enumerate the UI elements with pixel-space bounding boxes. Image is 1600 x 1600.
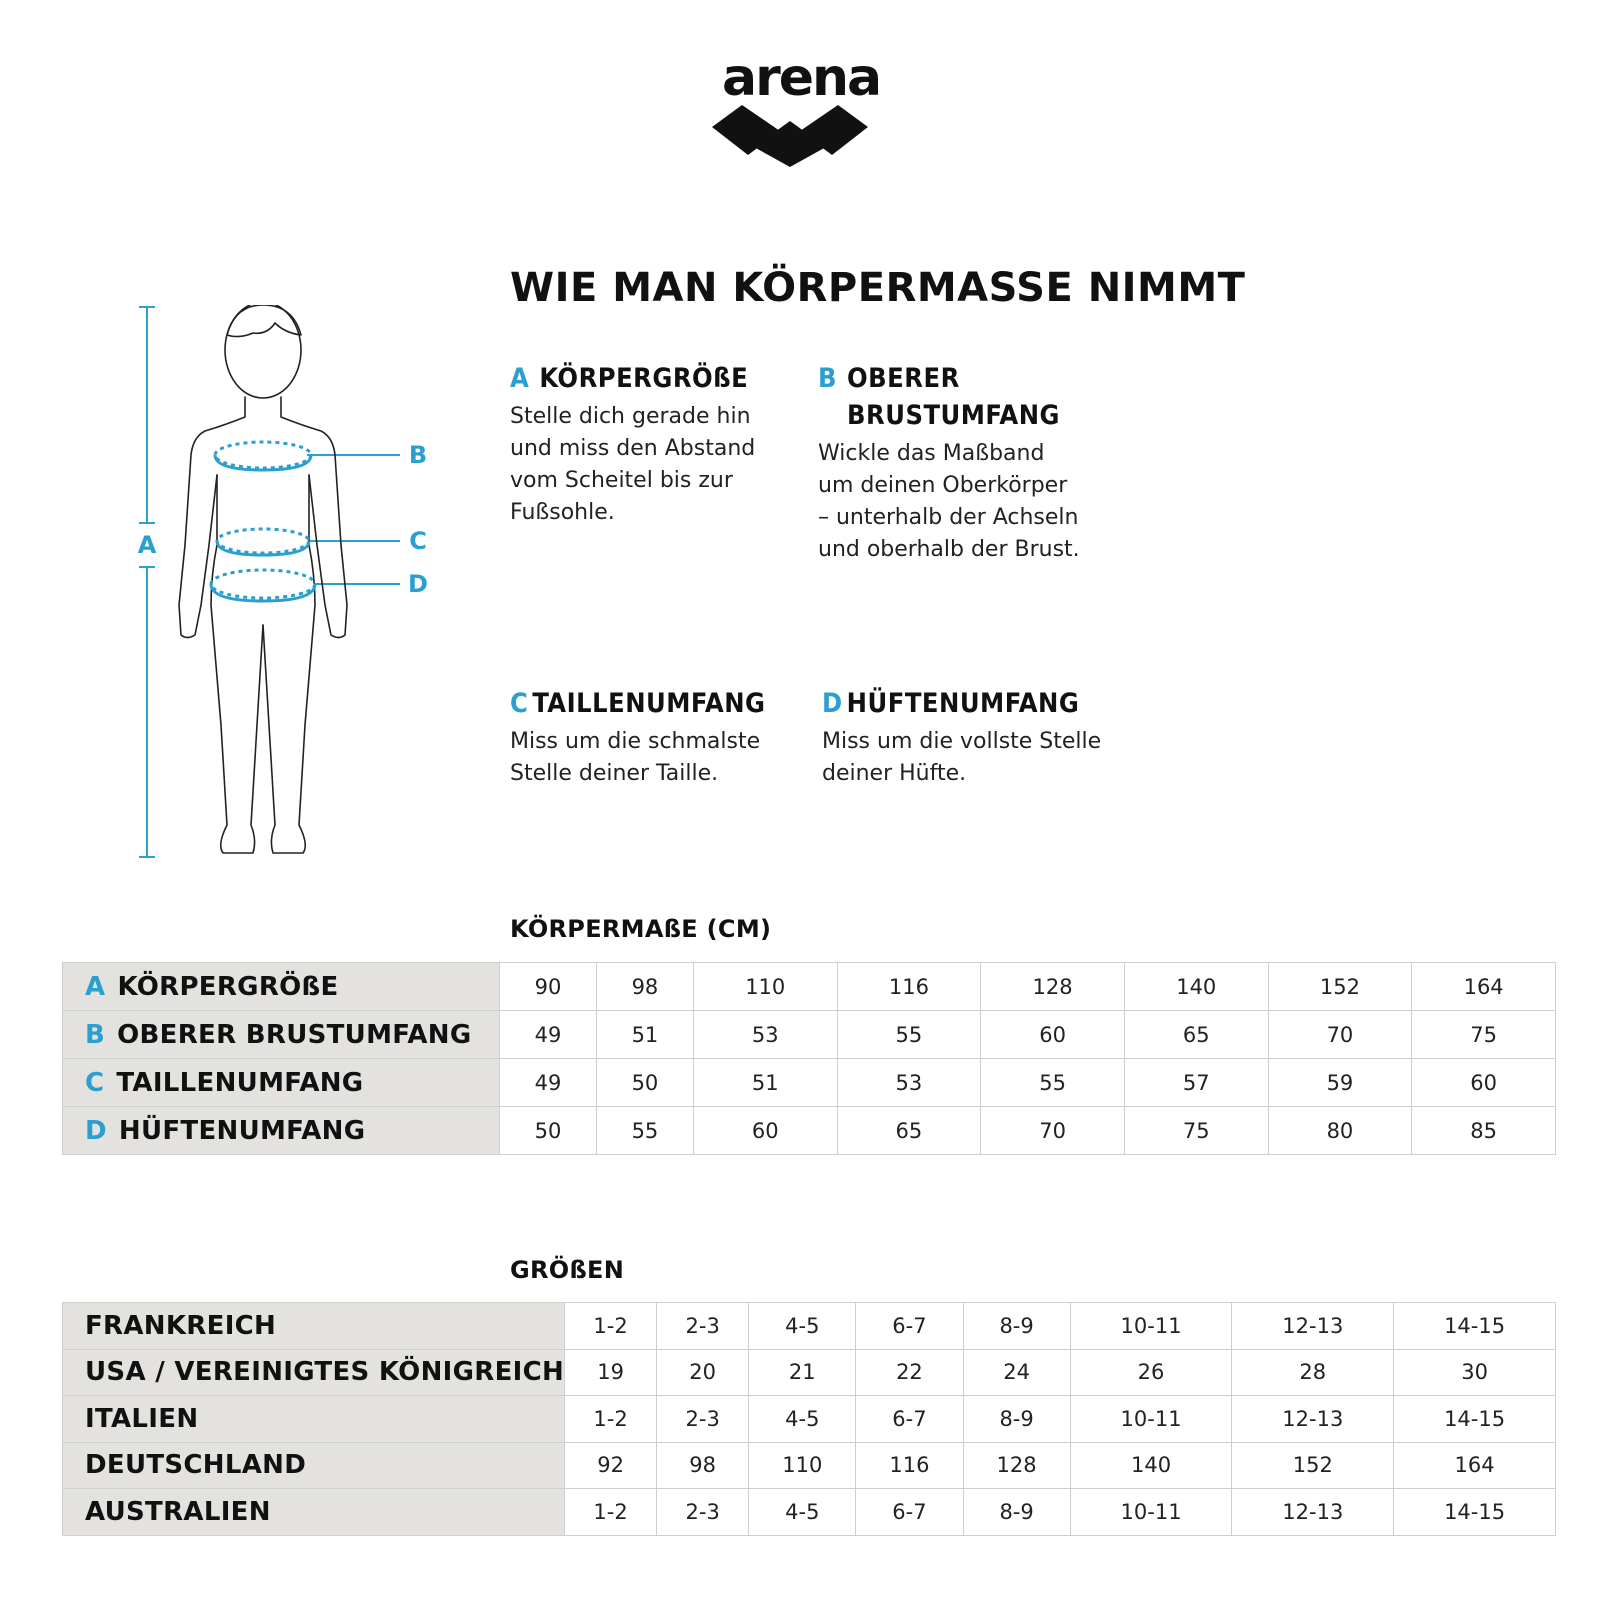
table-cell: 65 bbox=[837, 1107, 981, 1155]
row-label-text: DEUTSCHLAND bbox=[85, 1450, 307, 1481]
section-b-heading: OBERER BRUSTUMFANG bbox=[847, 363, 1060, 431]
table-cell: 98 bbox=[657, 1442, 749, 1489]
table-row bbox=[63, 1059, 1556, 1107]
section-d-heading: HÜFTENUMFANG bbox=[846, 688, 1080, 719]
table-row bbox=[63, 1011, 1556, 1059]
table-row bbox=[63, 963, 1556, 1011]
table-cell: 140 bbox=[1124, 963, 1268, 1011]
row-label-text: FRANKREICH bbox=[85, 1310, 277, 1341]
table-cell: 8-9 bbox=[963, 1303, 1070, 1350]
table-cell: 28 bbox=[1232, 1349, 1394, 1396]
table-cell: 22 bbox=[856, 1349, 963, 1396]
table-cell: 49 bbox=[500, 1059, 597, 1107]
table-cell: 12-13 bbox=[1232, 1303, 1394, 1350]
row-letter: D bbox=[85, 1115, 107, 1146]
row-label bbox=[63, 963, 500, 1011]
table-cell: 8-9 bbox=[963, 1396, 1070, 1443]
section-a-letter: A bbox=[510, 363, 530, 394]
section-a bbox=[510, 360, 780, 529]
row-label bbox=[63, 1011, 500, 1059]
table-cell: 4-5 bbox=[749, 1489, 856, 1536]
section-b-letter: B bbox=[818, 363, 838, 394]
figure-label-d: D bbox=[408, 570, 428, 598]
table-cell: 14-15 bbox=[1394, 1489, 1556, 1536]
section-c-text: Miss um die schmalste Stelle deiner Taille. bbox=[510, 729, 761, 786]
table-cell: 14-15 bbox=[1394, 1303, 1556, 1350]
row-label-text: TAILLENUMFANG bbox=[116, 1067, 364, 1098]
table-cell: 53 bbox=[693, 1011, 837, 1059]
table-cell: 50 bbox=[596, 1059, 693, 1107]
table-cell: 110 bbox=[693, 963, 837, 1011]
section-b bbox=[818, 360, 1138, 566]
table-cell: 152 bbox=[1232, 1442, 1394, 1489]
figure-label-c: C bbox=[409, 527, 427, 555]
table-cell: 10-11 bbox=[1070, 1489, 1232, 1536]
table-cell: 55 bbox=[596, 1107, 693, 1155]
table-cell: 55 bbox=[981, 1059, 1125, 1107]
body-measurements-table bbox=[62, 962, 1556, 1155]
table-row bbox=[63, 1489, 1556, 1536]
table-cell: 12-13 bbox=[1232, 1489, 1394, 1536]
table-cell: 60 bbox=[693, 1107, 837, 1155]
table-cell: 65 bbox=[1124, 1011, 1268, 1059]
row-label-text: AUSTRALIEN bbox=[85, 1496, 271, 1527]
table-cell: 10-11 bbox=[1070, 1303, 1232, 1350]
page-title: WIE MAN KÖRPERMASSE NIMMT bbox=[510, 265, 1246, 311]
table-cell: 6-7 bbox=[856, 1303, 963, 1350]
row-label bbox=[63, 1442, 565, 1489]
table-cell: 152 bbox=[1268, 963, 1412, 1011]
table-cell: 1-2 bbox=[565, 1303, 657, 1350]
table-cell: 10-11 bbox=[1070, 1396, 1232, 1443]
row-letter: B bbox=[85, 1019, 106, 1050]
table-cell: 8-9 bbox=[963, 1489, 1070, 1536]
table-row bbox=[63, 1349, 1556, 1396]
row-label-text: ITALIEN bbox=[85, 1403, 199, 1434]
table-cell: 50 bbox=[500, 1107, 597, 1155]
table-cell: 110 bbox=[749, 1442, 856, 1489]
table-cell: 128 bbox=[981, 963, 1125, 1011]
table-row bbox=[63, 1442, 1556, 1489]
table-row bbox=[63, 1303, 1556, 1350]
table-row bbox=[63, 1396, 1556, 1443]
row-label-text: KÖRPERGRÖßE bbox=[117, 971, 339, 1002]
body-table-caption: KÖRPERMAßE (CM) bbox=[510, 915, 772, 943]
table-cell: 49 bbox=[500, 1011, 597, 1059]
row-label bbox=[63, 1489, 565, 1536]
row-label-text: HÜFTENUMFANG bbox=[118, 1115, 366, 1146]
table-row bbox=[63, 1107, 1556, 1155]
section-d-letter: D bbox=[822, 688, 843, 719]
figure-label-b: B bbox=[408, 441, 428, 469]
table-cell: 164 bbox=[1394, 1442, 1556, 1489]
table-cell: 75 bbox=[1124, 1107, 1268, 1155]
table-cell: 59 bbox=[1268, 1059, 1412, 1107]
row-label bbox=[63, 1303, 565, 1350]
section-c-letter: C bbox=[510, 688, 529, 719]
table-cell: 2-3 bbox=[657, 1489, 749, 1536]
table-cell: 90 bbox=[500, 963, 597, 1011]
row-label bbox=[63, 1349, 565, 1396]
section-c-heading: TAILLENUMFANG bbox=[532, 688, 766, 719]
row-label-text: OBERER BRUSTUMFANG bbox=[117, 1019, 472, 1050]
table-cell: 164 bbox=[1412, 963, 1556, 1011]
table-cell: 19 bbox=[565, 1349, 657, 1396]
table-cell: 116 bbox=[856, 1442, 963, 1489]
table-cell: 2-3 bbox=[657, 1303, 749, 1350]
table-cell: 20 bbox=[657, 1349, 749, 1396]
row-label bbox=[63, 1107, 500, 1155]
child-measurement-figure bbox=[135, 305, 455, 885]
table-cell: 116 bbox=[837, 963, 981, 1011]
table-cell: 2-3 bbox=[657, 1396, 749, 1443]
table-cell: 6-7 bbox=[856, 1396, 963, 1443]
row-letter: A bbox=[85, 971, 106, 1002]
table-cell: 55 bbox=[837, 1011, 981, 1059]
table-cell: 60 bbox=[981, 1011, 1125, 1059]
table-cell: 4-5 bbox=[749, 1303, 856, 1350]
section-a-text: Stelle dich gerade hin und miss den Abstand vom Scheitel bis zur Fußsohle. bbox=[510, 404, 756, 525]
table-cell: 75 bbox=[1412, 1011, 1556, 1059]
table-cell: 98 bbox=[596, 963, 693, 1011]
row-label bbox=[63, 1396, 565, 1443]
table-cell: 24 bbox=[963, 1349, 1070, 1396]
table-cell: 80 bbox=[1268, 1107, 1412, 1155]
table-cell: 21 bbox=[749, 1349, 856, 1396]
section-c bbox=[510, 685, 800, 790]
table-cell: 1-2 bbox=[565, 1489, 657, 1536]
table-cell: 85 bbox=[1412, 1107, 1556, 1155]
row-label bbox=[63, 1059, 500, 1107]
table-cell: 57 bbox=[1124, 1059, 1268, 1107]
section-d bbox=[822, 685, 1142, 790]
table-cell: 128 bbox=[963, 1442, 1070, 1489]
table-cell: 70 bbox=[1268, 1011, 1412, 1059]
table-cell: 26 bbox=[1070, 1349, 1232, 1396]
table-cell: 1-2 bbox=[565, 1396, 657, 1443]
table-cell: 4-5 bbox=[749, 1396, 856, 1443]
arena-logo-wordmark: arena bbox=[722, 48, 881, 108]
table-cell: 60 bbox=[1412, 1059, 1556, 1107]
arena-diamond-logo-icon bbox=[710, 55, 870, 170]
table-cell: 53 bbox=[837, 1059, 981, 1107]
table-cell: 14-15 bbox=[1394, 1396, 1556, 1443]
size-conversion-table bbox=[62, 1302, 1556, 1536]
table-cell: 6-7 bbox=[856, 1489, 963, 1536]
section-a-heading: KÖRPERGRÖßE bbox=[539, 363, 749, 394]
table-cell: 51 bbox=[693, 1059, 837, 1107]
table-cell: 70 bbox=[981, 1107, 1125, 1155]
table-cell: 12-13 bbox=[1232, 1396, 1394, 1443]
row-label-text: USA / VEREINIGTES KÖNIGREICH bbox=[85, 1357, 565, 1388]
section-d-text: Miss um die vollste Stelle deiner Hüfte. bbox=[822, 729, 1102, 786]
table-cell: 140 bbox=[1070, 1442, 1232, 1489]
table-cell: 30 bbox=[1394, 1349, 1556, 1396]
table-cell: 92 bbox=[565, 1442, 657, 1489]
figure-label-a: A bbox=[137, 531, 157, 559]
section-b-text: Wickle das Maßband um deinen Oberkörper – unterhalb der Achseln und oberhalb der Brust. bbox=[818, 441, 1080, 562]
row-letter: C bbox=[85, 1067, 105, 1098]
size-table-caption: GRÖßEN bbox=[510, 1256, 625, 1284]
table-cell: 51 bbox=[596, 1011, 693, 1059]
